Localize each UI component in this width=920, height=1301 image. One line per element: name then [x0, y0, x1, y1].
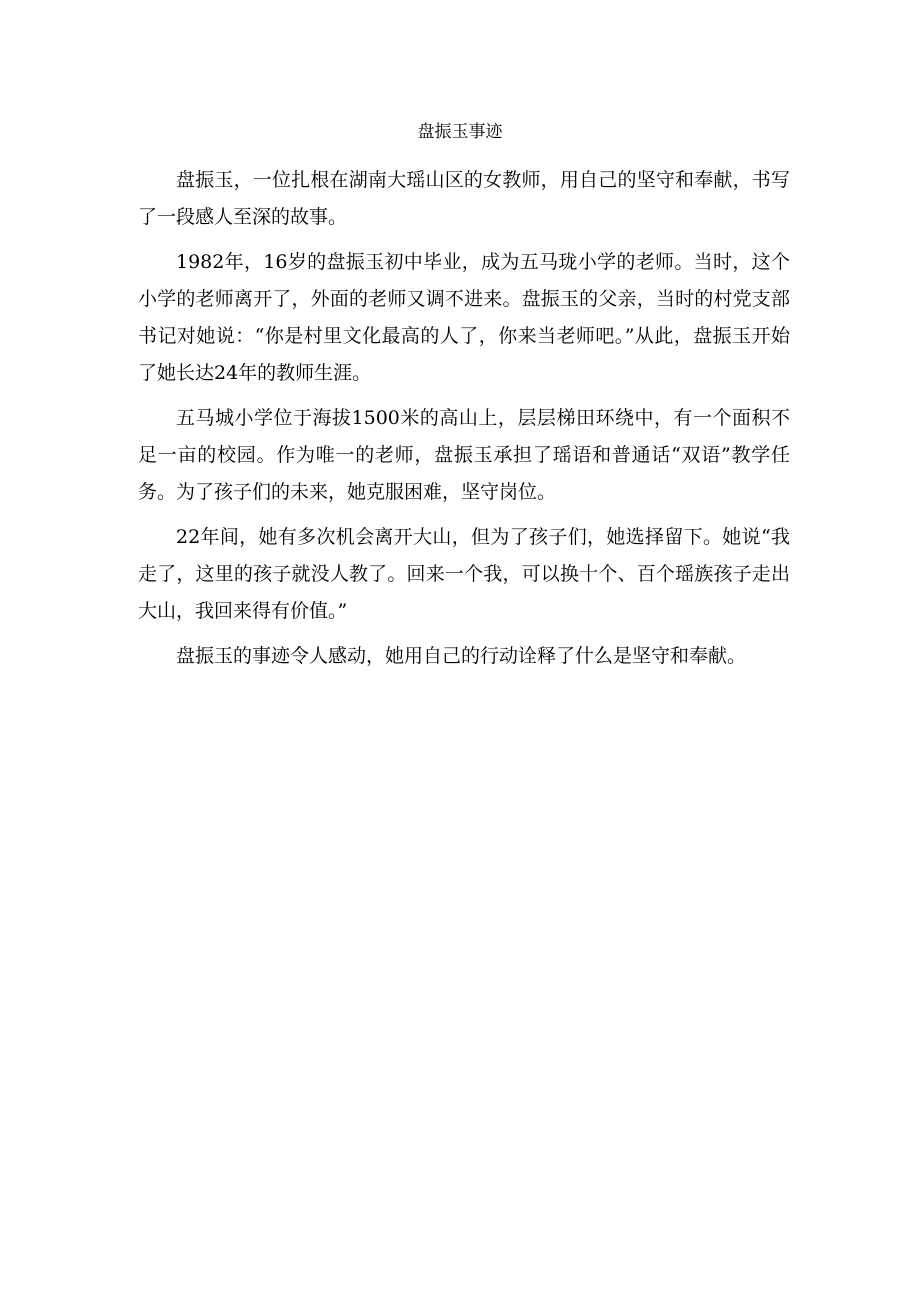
document-title: 盘振玉事迹	[417, 122, 503, 142]
paragraph-school: 五马城小学位于海拔1500米的高山上，层层梯田环绕中，有一个面积不足一亩的校园。作为唯一的老师，盘振玉承担了瑶语和普通话“双语”教学任务。为了孩子们的未来，她克服困难，坚守岗位。	[138, 407, 790, 503]
paragraph-22-years: 22年间，她有多次机会离开大山，但为了孩子们，她选择留下。她说“我走了，这里的孩子就没人教了。回来一个我，可以换十个、百个瑶族孩子走出大山，我回来得有价值。”	[138, 526, 790, 622]
paragraph-1982: 1982年，16岁的盘振玉初中毕业，成为五马珑小学的老师。当时，这个小学的老师离开了，外面的老师又调不进来。盘振玉的父亲，当时的村党支部书记对她说：“你是村里文化最高的人了，你来当老师吧。”从此，盘振玉开始了她长达24年的教师生涯。	[138, 251, 790, 384]
paragraph-conclusion: 盘振玉的事迹令人感动，她用自己的行动诠释了什么是坚守和奉献。	[176, 645, 747, 667]
paragraph-intro: 盘振玉，一位扎根在湖南大瑶山区的女教师，用自己的坚守和奉献，书写了一段感人至深的故事。	[138, 169, 790, 228]
document-body	[138, 162, 790, 683]
